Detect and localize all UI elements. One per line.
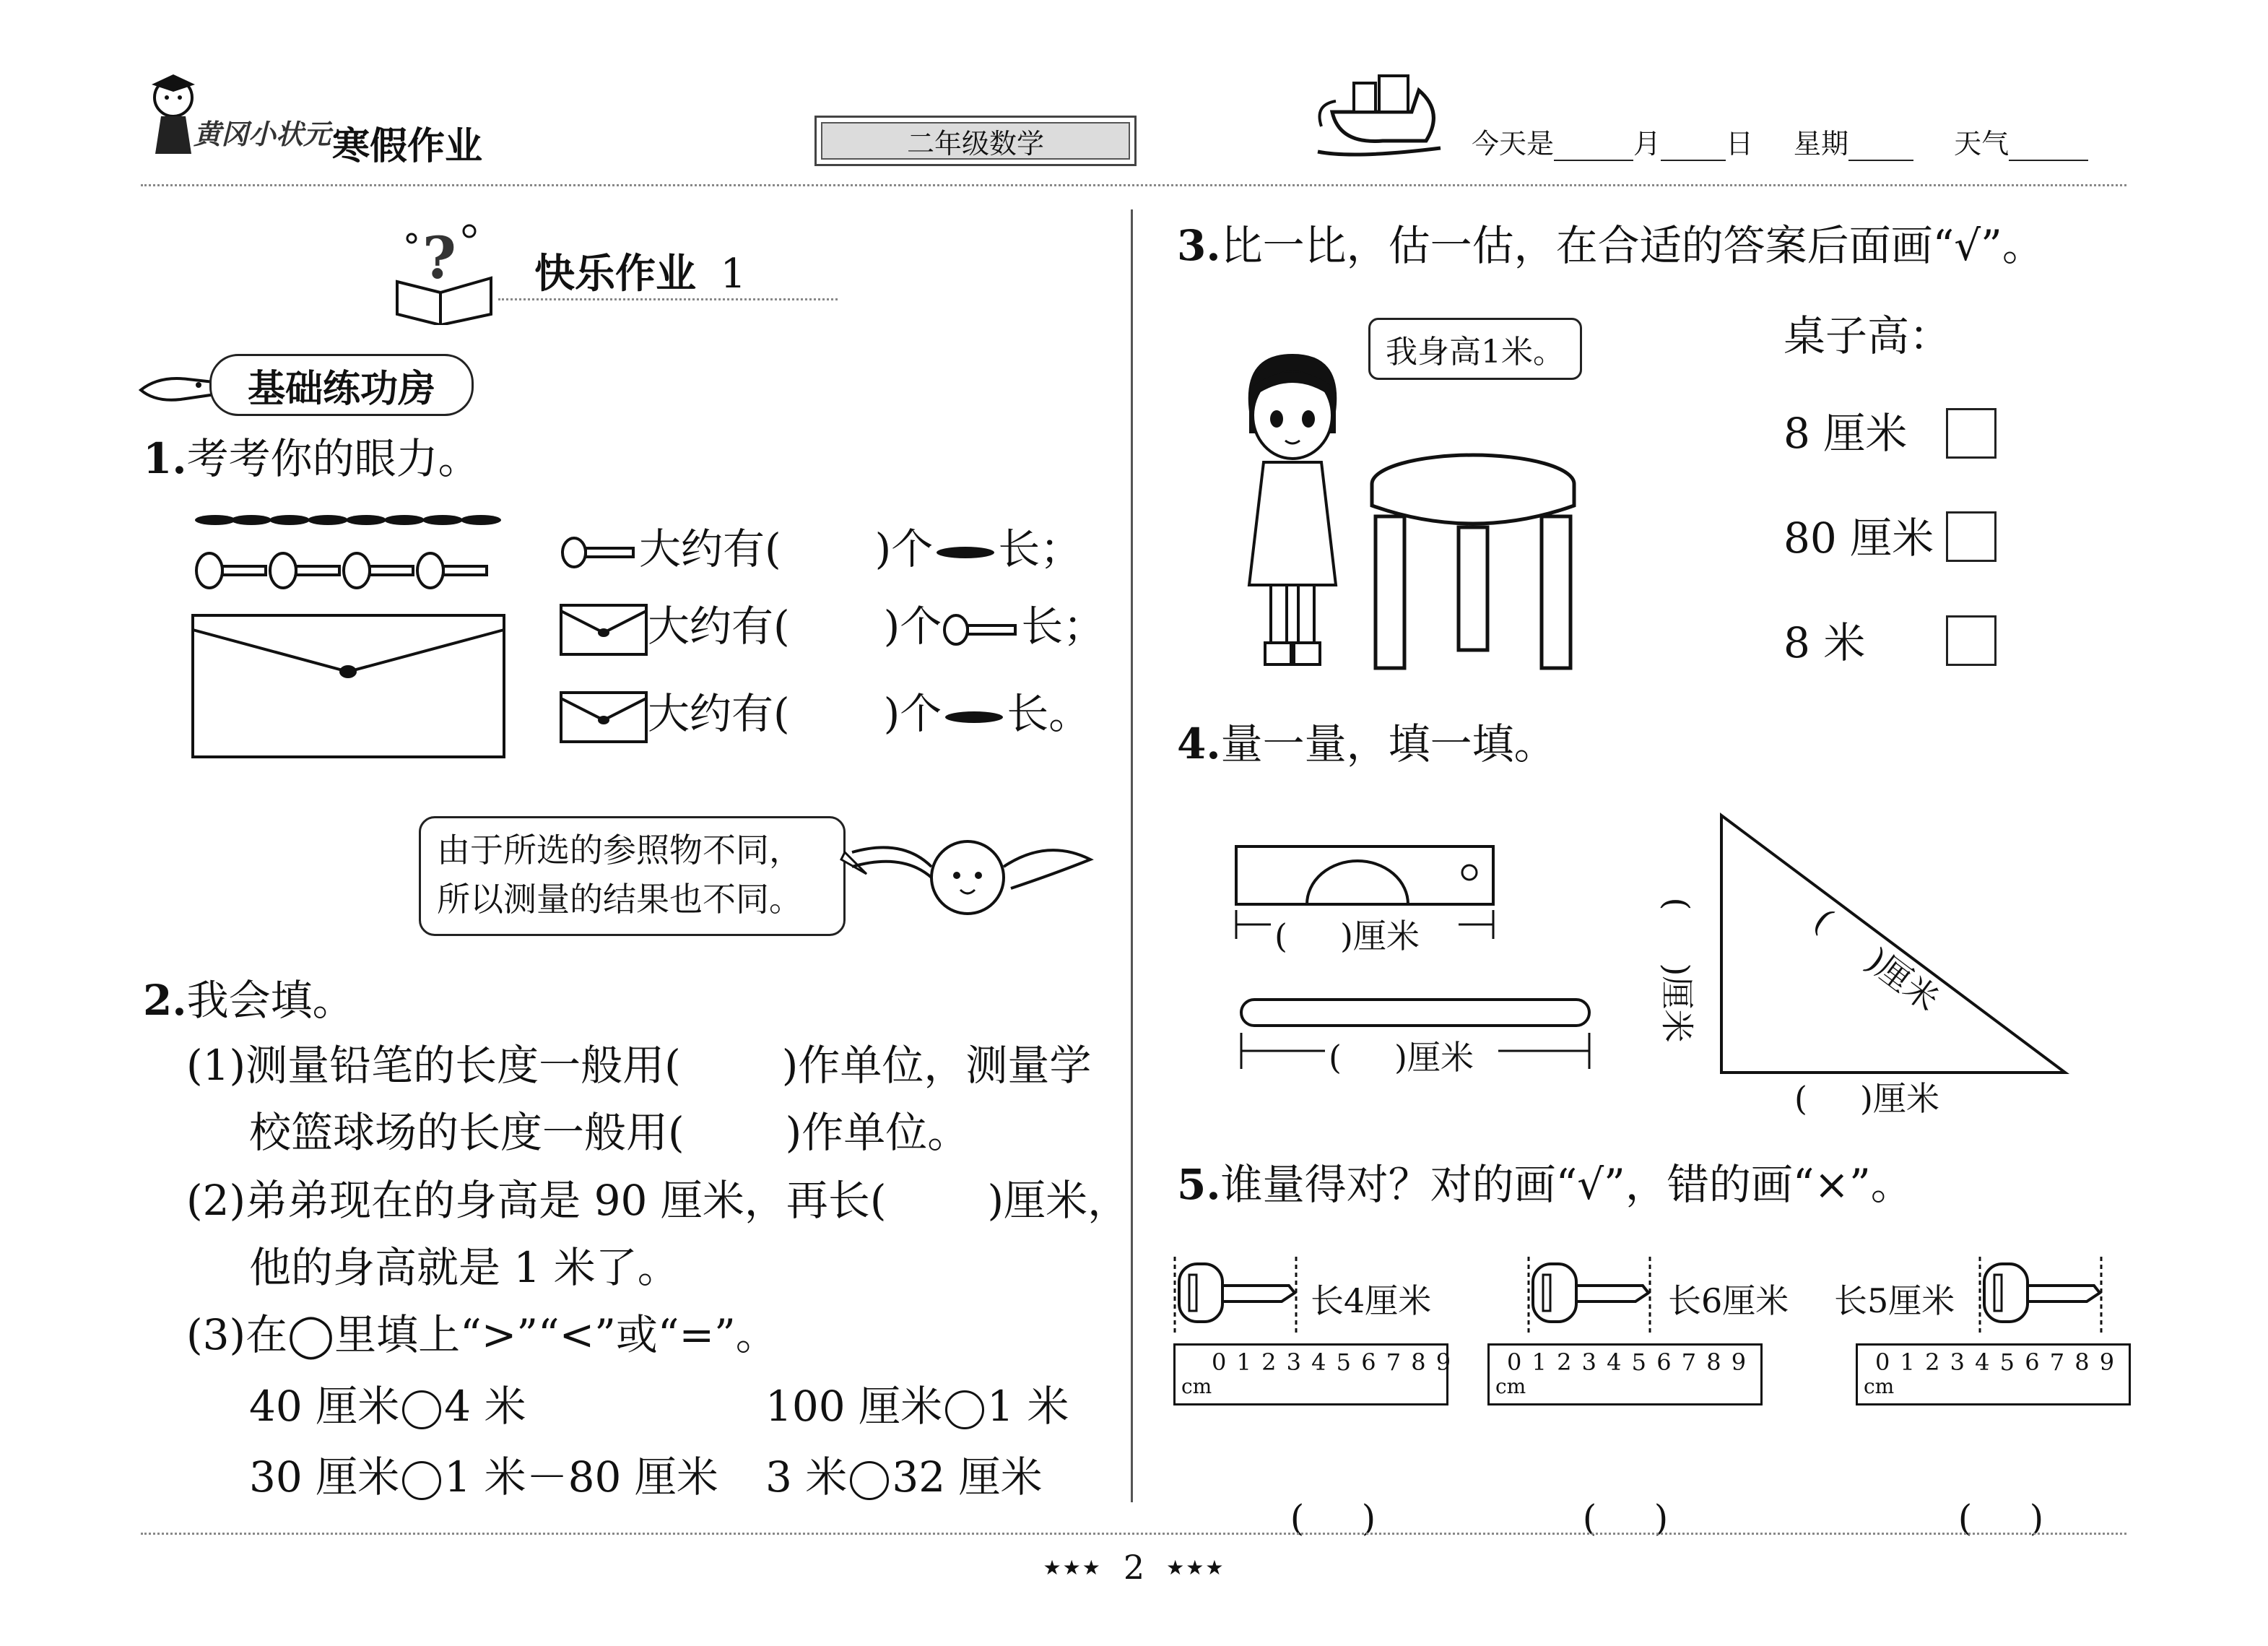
compare-3-left: 30 厘米 [249, 1452, 400, 1502]
day-blank[interactable] [1661, 128, 1726, 161]
q1-line-3-post: )个 [883, 689, 942, 738]
q1-line-2-post: )个 [883, 602, 942, 651]
q1-text: 考考你的眼力。 [186, 434, 480, 483]
q2-number: 2. [143, 976, 187, 1025]
compare-2-left: 100 厘米 [765, 1382, 943, 1431]
ruler-1-digits: 0 1 2 3 4 5 6 7 8 9 [1212, 1348, 1453, 1376]
q5-label-2-text: 长6厘米 [1668, 1281, 1789, 1320]
date-today-label: 今天是 [1472, 128, 1555, 160]
q4-number: 4. [1177, 719, 1221, 768]
sub-banner-text: 基础练功房 [247, 367, 435, 411]
ruler-2 [1487, 1343, 1763, 1405]
q3-checkbox-1[interactable] [1946, 408, 1997, 459]
key-measure-1-image [1173, 1257, 1311, 1336]
book-question-icon [390, 217, 498, 325]
q2-p1-line2 [249, 1107, 969, 1158]
q1-heading [143, 433, 480, 484]
q2-p1-d: )作单位。 [785, 1108, 970, 1157]
key-row-icon [194, 549, 504, 592]
q5-label-1-text: 长4厘米 [1311, 1281, 1432, 1320]
compare-1-right: 4 米 [444, 1382, 526, 1431]
date-day-label: 日 [1726, 128, 1754, 160]
q4-tri-left-label [1656, 897, 1703, 1042]
q4-rod-label [1329, 1031, 1474, 1079]
q1-tip-bubble [419, 816, 846, 936]
q5-label-3-text: 长5厘米 [1834, 1281, 1955, 1320]
q2-p2-line1 [186, 1175, 1129, 1226]
footer-stars-right: ★★★ [1166, 1555, 1225, 1580]
q2-p1-c: 校篮球场的长度一般用( [249, 1108, 685, 1157]
q2-p3 [186, 1309, 778, 1360]
compare-3-right: 1 米－80 厘米 [444, 1452, 718, 1502]
q2-compare-3 [249, 1452, 718, 1502]
q1-line-3-end: 长。 [1007, 689, 1091, 738]
q4-heading [1177, 719, 1556, 769]
key-icon [560, 534, 639, 571]
q4-rect-label-text: ( )厘米 [1274, 917, 1420, 956]
header-title: 寒假作业 [332, 125, 483, 168]
q1-line-3-pre: 大约有( [648, 689, 790, 738]
q2-p2-a: (2)弟弟现在的身高是 90 厘米，再长( [186, 1176, 887, 1225]
q3-option-1-text: 8 厘米 [1783, 409, 1908, 458]
q2-p2-b: )厘米， [987, 1176, 1130, 1225]
stool-image [1365, 451, 1581, 675]
q5-label-2 [1668, 1275, 1789, 1322]
date-line [1472, 121, 2088, 161]
q5-answer-1-text: ( ) [1290, 1497, 1376, 1539]
q4-rect-label [1274, 910, 1420, 958]
q1-line-2-end: 长； [1021, 602, 1105, 651]
q3-number: 3. [1177, 221, 1221, 270]
q5-label-1 [1311, 1275, 1431, 1322]
envelope-image [191, 614, 505, 758]
compare-2-circle[interactable] [945, 1390, 984, 1429]
date-week-label: 星期 [1794, 128, 1849, 160]
q1-line-1-end: 长； [998, 524, 1082, 573]
q2-p1-a: (1)测量铅笔的长度一般用( [186, 1041, 681, 1090]
footer-divider [141, 1533, 2126, 1535]
date-weather-label: 天气 [1954, 128, 2010, 160]
q4-tri-bottom-text: ( )厘米 [1794, 1079, 1940, 1118]
q2-compare-1 [249, 1381, 526, 1431]
ruler-1-unit: cm [1181, 1374, 1212, 1398]
girl-speech-text: 我身高1米。 [1386, 334, 1565, 371]
q2-heading [143, 975, 355, 1026]
subject-box: 二年级数学 [814, 116, 1137, 166]
q4-tri-hyp-text: ( )厘米 [1807, 901, 1947, 1020]
compare-1-left: 40 厘米 [249, 1382, 400, 1431]
q1-tip-line-2: 所以测量的结果也不同。 [437, 880, 802, 919]
envelope-icon [560, 604, 648, 656]
sub-banner [209, 354, 474, 416]
brand-logo: 黄冈小状元 [194, 118, 331, 150]
q5-answer-3-text: ( ) [1958, 1497, 2044, 1539]
q3-option-3 [1783, 618, 1865, 668]
page-number: 2 [1123, 1548, 1145, 1587]
sleigh-icon [1311, 69, 1455, 163]
compare-3-circle[interactable] [402, 1461, 441, 1500]
compare-2-right: 1 米 [987, 1382, 1069, 1431]
key-measure-2-image [1527, 1257, 1664, 1336]
header-divider [141, 184, 2126, 186]
q2-compare-2 [765, 1381, 1069, 1431]
footer-stars-left: ★★★ [1043, 1555, 1102, 1580]
section-title-text: 快乐作业 [534, 250, 696, 298]
envelope-icon [560, 691, 648, 743]
q5-number: 5. [1177, 1160, 1221, 1209]
q3-heading [1177, 220, 2044, 271]
q5-label-3 [1834, 1275, 1955, 1322]
ant-icon [942, 703, 1007, 732]
q3-checkbox-2[interactable] [1946, 511, 1997, 562]
q3-option-1 [1783, 408, 1907, 459]
q1-line-1 [560, 524, 1082, 574]
section-title-underline [498, 298, 838, 300]
header [0, 0, 2268, 188]
ant-row-icon [194, 506, 504, 534]
q2-p2-c: 他的身高就是 1 米了。 [249, 1243, 679, 1292]
ruler-1 [1173, 1343, 1453, 1405]
q2-p3-text: (3)在◯里填上“>”“<”或“=”。 [186, 1310, 778, 1359]
compare-4-right: 32 厘米 [892, 1452, 1043, 1502]
ruler-2-unit: cm [1495, 1374, 1526, 1398]
girl-speech-bubble [1368, 318, 1582, 380]
q1-line-1-pre: 大约有( [639, 524, 781, 573]
q4-tri-bottom-label [1794, 1073, 1939, 1120]
date-month-label: 月 [1633, 128, 1661, 160]
section-title [534, 242, 746, 300]
q5-answer-1[interactable] [1267, 1455, 1376, 1539]
ruler-3 [1856, 1343, 2131, 1405]
q2-compare-4 [765, 1452, 1043, 1502]
q5-heading [1177, 1159, 1913, 1210]
q3-text: 比一比，估一估，在合适的答案后面画“√”。 [1220, 221, 2044, 270]
q3-option-3-text: 8 米 [1783, 618, 1866, 667]
ant-icon [933, 538, 998, 567]
q1-line-2 [560, 601, 1105, 656]
ruler-2-digits: 0 1 2 3 4 5 6 7 8 9 [1507, 1348, 1748, 1376]
q5-text: 谁量得对？对的画“√”，错的画“×”。 [1220, 1160, 1913, 1209]
q1-number: 1. [143, 434, 187, 483]
ruler-3-unit: cm [1864, 1374, 1895, 1398]
q1-line-1-post: )个 [874, 524, 934, 573]
q2-p1-line1 [186, 1040, 1091, 1091]
q4-text: 量一量，填一填。 [1220, 719, 1556, 768]
q3-label [1783, 311, 1951, 361]
q1-line-2-pre: 大约有( [648, 602, 790, 651]
q3-label-text: 桌子高： [1783, 311, 1952, 360]
compare-4-left: 3 米 [765, 1452, 848, 1502]
q2-text: 我会填。 [186, 976, 355, 1025]
q2-p1-b: )作单位，测量学 [781, 1041, 1092, 1090]
q3-checkbox-3[interactable] [1946, 615, 1997, 666]
key-measure-3-image [1978, 1257, 2116, 1336]
winged-mascot-icon [838, 809, 1098, 939]
column-divider [1131, 209, 1133, 1502]
q2-p2-line2 [249, 1242, 679, 1293]
ruler-3-digits: 0 1 2 3 4 5 6 7 8 9 [1875, 1348, 2116, 1376]
month-blank[interactable] [1554, 128, 1633, 161]
section-number: 1 [720, 251, 747, 298]
key-icon [942, 612, 1021, 648]
compare-1-circle[interactable] [402, 1390, 441, 1429]
q3-option-2-text: 80 厘米 [1783, 514, 1934, 563]
q5-answer-2[interactable] [1560, 1455, 1668, 1539]
q4-tri-left-text: ( )厘米 [1657, 897, 1697, 1043]
girl-figure [1228, 347, 1357, 672]
footer [0, 1546, 2268, 1589]
q3-option-2 [1783, 513, 1934, 563]
svg-text:?: ? [422, 224, 456, 292]
q1-tip-line-1: 由于所选的参照物不同， [437, 831, 802, 870]
q5-answer-3[interactable] [1935, 1455, 2043, 1539]
q5-answer-2-text: ( ) [1582, 1497, 1669, 1539]
compare-4-circle[interactable] [850, 1461, 889, 1500]
weather-blank[interactable] [2009, 128, 2088, 161]
week-blank[interactable] [1848, 128, 1913, 161]
q4-rod-label-text: ( )厘米 [1329, 1038, 1474, 1077]
q1-line-3 [560, 688, 1090, 743]
